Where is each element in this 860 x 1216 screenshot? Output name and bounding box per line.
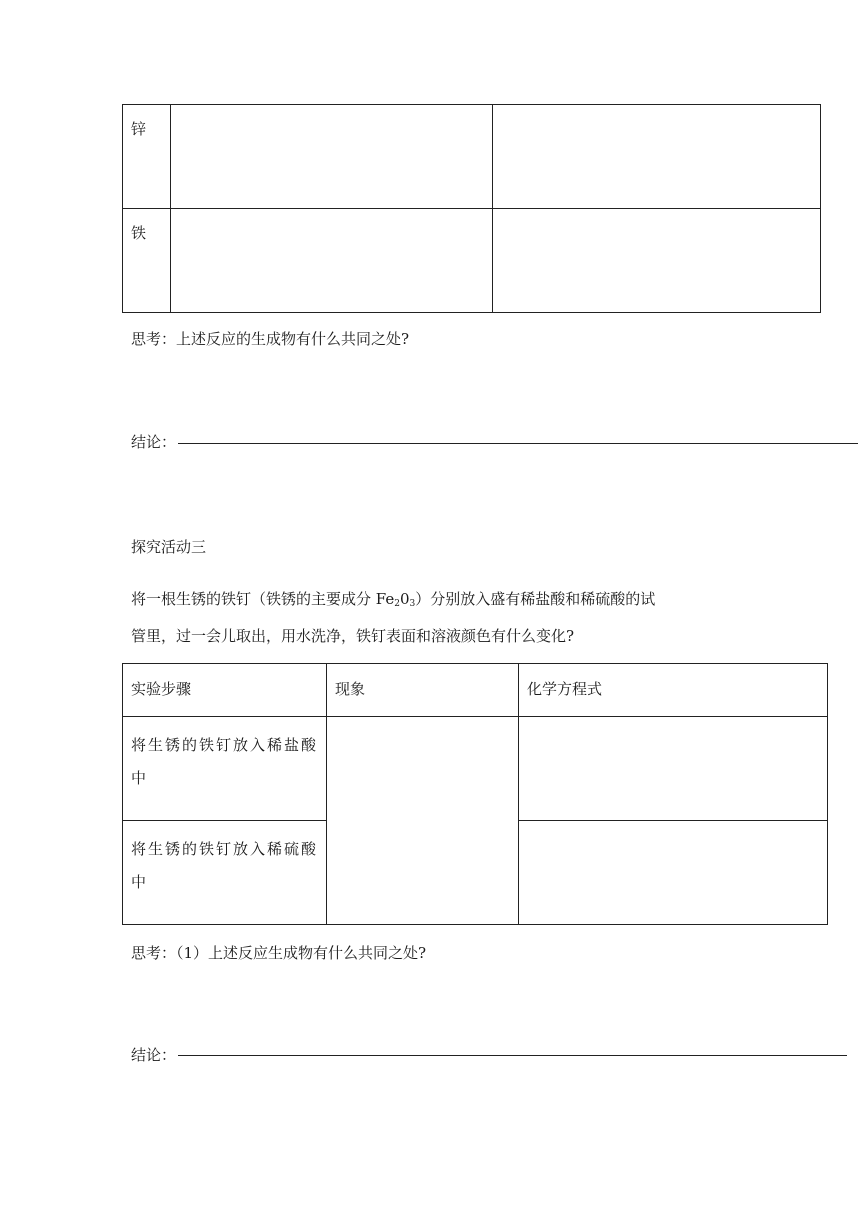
- phenomenon-cell: [327, 717, 519, 925]
- equation-cell: [493, 209, 821, 313]
- table-row: [123, 717, 828, 821]
- answer-line-1[interactable]: [178, 443, 858, 444]
- activity-intro-line-2: 管里，过一会儿取出，用水洗净，铁钉表面和溶液颜色有什么变化?: [131, 627, 575, 645]
- think-question-1: 思考：上述反应的生成物有什么共同之处?: [131, 330, 410, 348]
- table-row: [123, 105, 821, 209]
- equation-cell: [519, 717, 828, 821]
- metal-cell: 锌: [123, 105, 171, 209]
- metal-cell: 铁: [123, 209, 171, 313]
- observation-cell: [171, 105, 493, 209]
- conclusion-label-2: 结论：: [131, 1046, 177, 1064]
- rust-experiment-table: [122, 663, 828, 925]
- table-row: [123, 209, 821, 313]
- conclusion-label-1: 结论：: [131, 433, 177, 451]
- observation-cell: [171, 209, 493, 313]
- table-header-row: [123, 664, 828, 717]
- header-equation: 化学方程式: [519, 664, 828, 717]
- answer-line-2[interactable]: [178, 1055, 847, 1056]
- header-step: 实验步骤: [123, 664, 327, 717]
- step-cell: 将生锈的铁钉放入稀盐酸中: [123, 717, 327, 821]
- equation-cell: [493, 105, 821, 209]
- think-question-2: 思考：（1）上述反应生成物有什么共同之处?: [131, 944, 427, 962]
- activity-intro-line-1: 将一根生锈的铁钉（铁锈的主要成分 $Fe_20_3$）分别放入盛有稀盐酸和稀硫酸的试: [131, 590, 656, 609]
- equation-cell: [519, 821, 828, 925]
- metal-reaction-table: [122, 104, 821, 313]
- activity-title: 探究活动三: [131, 538, 207, 556]
- header-phenomenon: 现象: [327, 664, 519, 717]
- step-cell: 将生锈的铁钉放入稀硫酸中: [123, 821, 327, 925]
